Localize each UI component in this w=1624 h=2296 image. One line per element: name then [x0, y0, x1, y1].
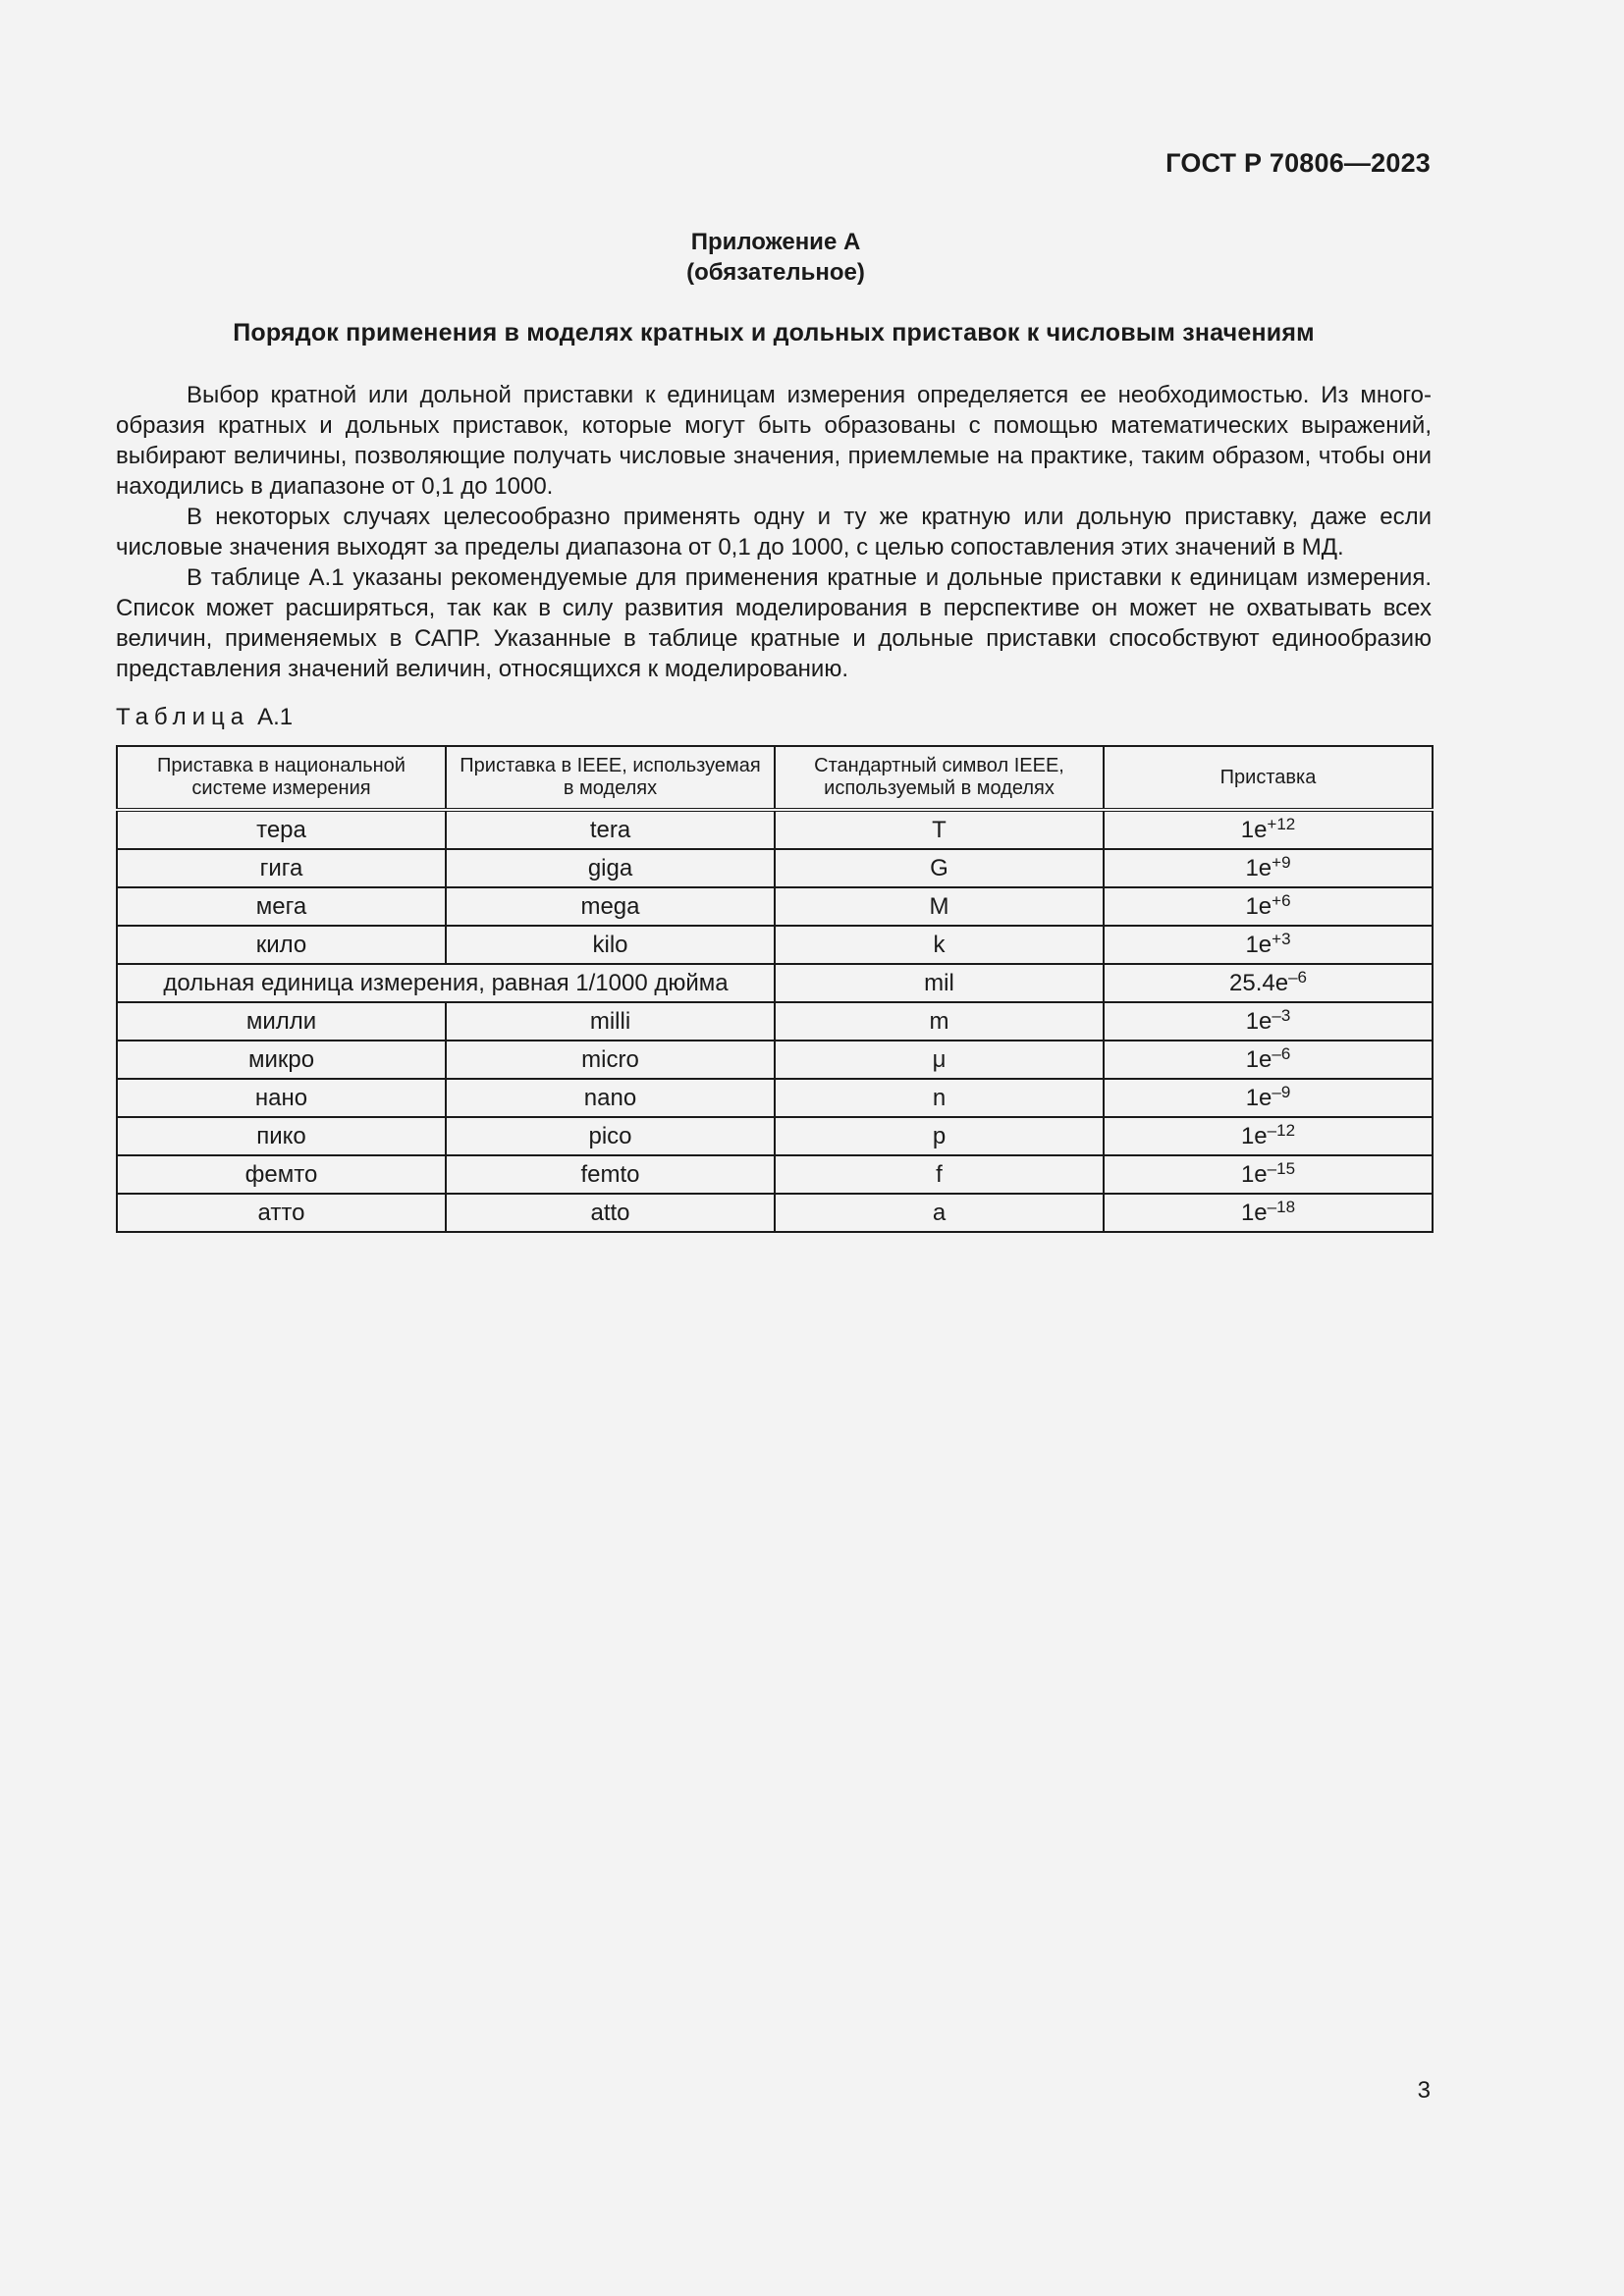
table-body: [117, 810, 1433, 1232]
appendix-status: (обязательное): [686, 259, 865, 286]
cell-ieee-symbol: f: [775, 1155, 1104, 1194]
value-base: 1e: [1240, 1160, 1268, 1188]
value-base: 1e: [1240, 1199, 1268, 1226]
cell-ieee-prefix: micro: [446, 1041, 775, 1079]
table-row: [117, 1002, 1433, 1041]
cell-prefix-value: [1104, 964, 1433, 1002]
paragraph: В таблице А.1 указаны рекомендуемые для применения кратные и дольные приставки к единицам измерения. Список может расширяться, так как в силу развития моделирования в перспективе он может не охватывать всех величин, применяемых в САПР. Указанные в таблице кратные и дольные приставки способствуют единообразию представления значений величин, относящихся к моделированию.: [116, 564, 1432, 682]
cell-ieee-prefix: giga: [446, 849, 775, 887]
value-base: 1e: [1245, 1007, 1272, 1035]
value-base: 1e: [1245, 854, 1272, 881]
value-base: 1e: [1240, 816, 1268, 843]
value-exponent: +6: [1272, 890, 1291, 910]
table-row: [117, 1155, 1433, 1194]
table-row: [117, 810, 1433, 849]
cell-prefix-value: [1104, 926, 1433, 964]
cell-prefix-value: [1104, 1194, 1433, 1232]
cell-ieee-prefix: kilo: [446, 926, 775, 964]
cell-ieee-symbol: G: [775, 849, 1104, 887]
value-base: 1e: [1240, 1122, 1268, 1149]
table-row: [117, 849, 1433, 887]
appendix-title: Порядок применения в моделях кратных и дольных приставок к числовым значениям: [233, 319, 1315, 347]
cell-ieee-symbol: μ: [775, 1041, 1104, 1079]
cell-national-prefix: атто: [117, 1194, 446, 1232]
value-base: 1e: [1245, 1084, 1272, 1111]
cell-national-prefix: мега: [117, 887, 446, 926]
cell-prefix-value: [1104, 810, 1433, 849]
cell-ieee-prefix: tera: [446, 810, 775, 849]
page-number: 3: [1417, 2077, 1431, 2104]
value-exponent: –6: [1272, 1043, 1291, 1063]
cell-national-prefix: микро: [117, 1041, 446, 1079]
appendix-heading: [0, 227, 1551, 288]
cell-ieee-prefix: atto: [446, 1194, 775, 1232]
value-exponent: –3: [1272, 1005, 1291, 1025]
value-exponent: –18: [1267, 1197, 1296, 1216]
cell-prefix-value: [1104, 887, 1433, 926]
value-exponent: +9: [1272, 852, 1291, 872]
value-exponent: +12: [1267, 814, 1296, 833]
value-exponent: +3: [1272, 929, 1291, 948]
document-code: ГОСТ Р 70806—2023: [1165, 148, 1431, 178]
cell-ieee-symbol: p: [775, 1117, 1104, 1155]
paragraph: Выбор кратной или дольной приставки к единицам измерения определяется ее необходимостью. Из многообразия кратных и дольных приставок, которые могут быть образованы с помощью математических выражений, выбирают величины, позволяющие получать числовые значения, приемлемые на практике, таким образом, чтобы они находились в диапазоне от 0,1 до 1000.: [116, 382, 1432, 500]
header-ieee-symbol: Стандартный символ IEEE, используемый в моделях: [775, 746, 1104, 810]
header-ieee-prefix: Приставка в IEEE, используемая в моделях: [446, 746, 775, 810]
cell-prefix-value: [1104, 849, 1433, 887]
cell-ieee-symbol: k: [775, 926, 1104, 964]
cell-ieee-symbol: n: [775, 1079, 1104, 1117]
table-row: [117, 1079, 1433, 1117]
value-exponent: –12: [1267, 1120, 1296, 1140]
value-base: 1e: [1245, 892, 1272, 920]
value-exponent: –6: [1288, 967, 1307, 987]
cell-ieee-symbol: mil: [775, 964, 1104, 1002]
cell-prefix-value: [1104, 1002, 1433, 1041]
appendix-label: Приложение А: [690, 229, 861, 255]
cell-national-prefix: тера: [117, 810, 446, 849]
table-caption-word: Таблица: [116, 704, 250, 730]
table-row: [117, 1117, 1433, 1155]
cell-ieee-prefix: nano: [446, 1079, 775, 1117]
value-base: 1e: [1245, 931, 1272, 958]
cell-ieee-prefix: pico: [446, 1117, 775, 1155]
cell-ieee-prefix: femto: [446, 1155, 775, 1194]
cell-ieee-symbol: m: [775, 1002, 1104, 1041]
cell-merged-description: дольная единица измерения, равная 1/1000 дюйма: [117, 964, 775, 1002]
cell-ieee-symbol: a: [775, 1194, 1104, 1232]
table-caption: [116, 704, 293, 731]
table-row: [117, 1041, 1433, 1079]
cell-national-prefix: кило: [117, 926, 446, 964]
cell-ieee-symbol: M: [775, 887, 1104, 926]
cell-ieee-prefix: mega: [446, 887, 775, 926]
table-row: [117, 887, 1433, 926]
cell-ieee-prefix: milli: [446, 1002, 775, 1041]
header-national-prefix: Приставка в национальной системе измерения: [117, 746, 446, 810]
cell-prefix-value: [1104, 1041, 1433, 1079]
header-prefix-value: Приставка: [1104, 746, 1433, 810]
cell-prefix-value: [1104, 1117, 1433, 1155]
cell-national-prefix: фемто: [117, 1155, 446, 1194]
paragraph: В некоторых случаях целесообразно применять одну и ту же кратную или дольную приставку, даже если числовые значения выходят за пределы диапазона от 0,1 до 1000, с целью сопоставления этих значений в МД.: [116, 504, 1432, 561]
prefix-table: [116, 745, 1434, 1233]
value-exponent: –15: [1267, 1158, 1296, 1178]
table-row-merged: [117, 964, 1433, 1002]
value-exponent: –9: [1272, 1082, 1291, 1101]
cell-national-prefix: пико: [117, 1117, 446, 1155]
cell-national-prefix: гига: [117, 849, 446, 887]
value-base: 25.4e: [1229, 969, 1289, 996]
body-text: [116, 380, 1432, 684]
cell-national-prefix: нано: [117, 1079, 446, 1117]
cell-prefix-value: [1104, 1155, 1433, 1194]
cell-national-prefix: милли: [117, 1002, 446, 1041]
table-header-row: [117, 746, 1433, 810]
table-caption-number: А.1: [257, 704, 294, 730]
cell-ieee-symbol: T: [775, 810, 1104, 849]
value-base: 1e: [1245, 1045, 1272, 1073]
table-row: [117, 1194, 1433, 1232]
table-row: [117, 926, 1433, 964]
cell-prefix-value: [1104, 1079, 1433, 1117]
